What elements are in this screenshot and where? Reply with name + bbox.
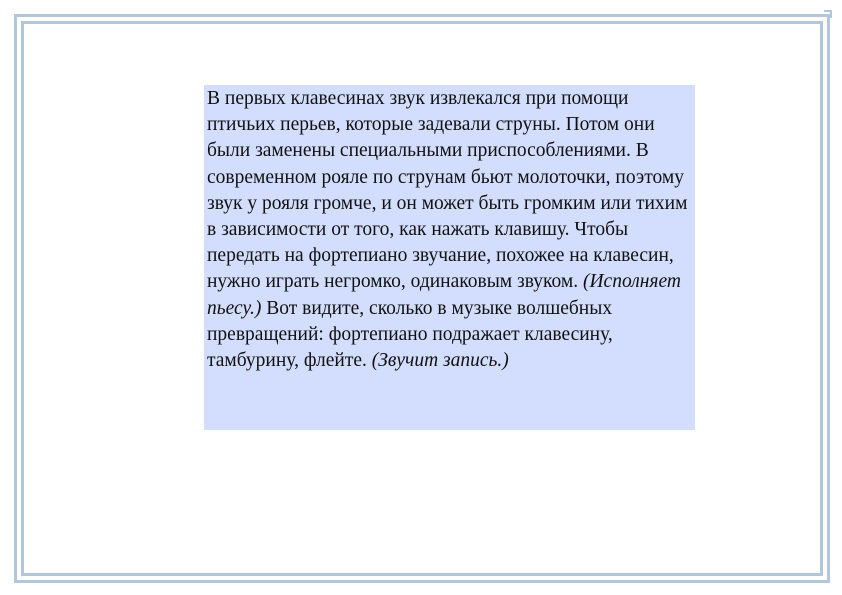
text-block xyxy=(204,85,695,430)
paragraph-text-2: Вот видите, сколько в музыке волшебных превращений: фортепиано подражает клавесину, тамбурину, флейте. xyxy=(207,297,613,372)
frame-corner-mark xyxy=(824,10,832,18)
stage-direction-1: (Исполняет пьесу.) xyxy=(207,271,681,319)
stage-direction-2: (Звучит запись.) xyxy=(371,350,509,372)
paragraph-text-1: В первых клавесинах звук извлекался при помощи птичьих перьев, которые задевали струны. Потом они были заменены специальными приспособлениями. В современном рояле по струнам бьют молоточки, поэтому звук у рояля громче, и он может быть громким или тихим в зависимости от того, как нажать клавишу. Чтобы передать на фортепиано звучание, похожее на клавесин, нужно играть негромко, одинаковым звуком. xyxy=(207,88,688,293)
